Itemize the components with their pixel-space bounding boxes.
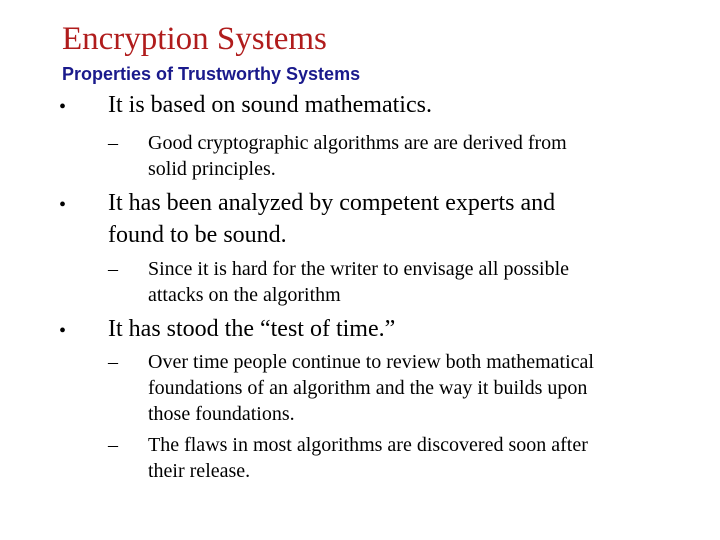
bullet-text	[108, 89, 668, 121]
sub-bullet-line: attacks on the algorithm	[148, 284, 341, 306]
sub-bullet-line: Since it is hard for the writer to envisage all possible	[148, 258, 570, 280]
bullet-marker: •	[59, 320, 67, 342]
bullet-text	[108, 313, 668, 345]
bullet-line: It is based on sound mathematics.	[108, 92, 432, 118]
sub-bullet-text	[148, 349, 708, 427]
slide-subtitle: Properties of Trustworthy Systems	[62, 64, 361, 84]
sub-bullet-line: Over time people continue to review both mathematical	[148, 351, 594, 373]
slide-title: Encryption Systems	[62, 21, 327, 57]
sub-bullet-text	[148, 130, 708, 182]
bullet-line: found to be sound.	[108, 222, 287, 248]
bullet-marker: •	[59, 194, 67, 216]
sub-bullet-line: foundations of an algorithm and the way it builds upon	[148, 377, 588, 399]
dash-marker: –	[108, 351, 118, 373]
sub-bullet-line: solid principles.	[148, 158, 276, 180]
bullet-text	[108, 187, 668, 251]
sub-bullet-line: their release.	[148, 460, 251, 482]
sub-bullet-line: Good cryptographic algorithms are are derived from	[148, 132, 567, 154]
sub-bullet-line: those foundations.	[148, 403, 295, 425]
sub-bullet-text	[148, 432, 708, 484]
bullet-line: It has stood the “test of time.”	[108, 316, 396, 342]
dash-marker: –	[108, 434, 118, 456]
dash-marker: –	[108, 132, 118, 154]
bullet-marker: •	[59, 96, 67, 118]
dash-marker: –	[108, 258, 118, 280]
sub-bullet-text	[148, 256, 708, 308]
sub-bullet-line: The flaws in most algorithms are discovered soon after	[148, 434, 588, 456]
bullet-line: It has been analyzed by competent experts and	[108, 190, 556, 216]
